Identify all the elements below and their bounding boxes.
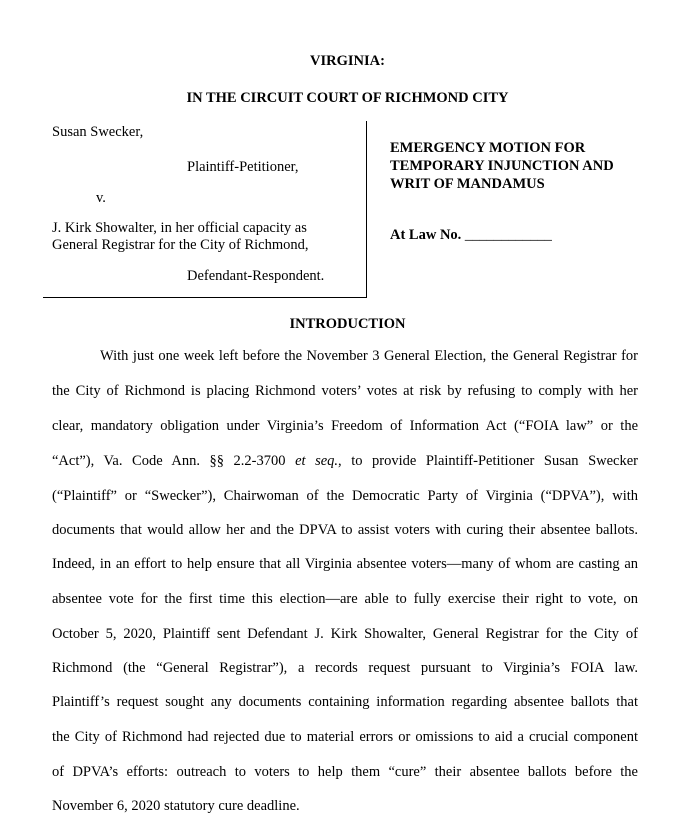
- body-line-7: Indeed, in an effort to help ensure that all Virginia absentee voters—many of whom are casting an: [52, 556, 638, 572]
- defendant-role: Defendant-Respondent.: [187, 268, 325, 284]
- caption-horizontal-rule: [43, 297, 367, 298]
- body-line-5: (“Plaintiff” or “Swecker”), Chairwoman of the Democratic Party of Virginia (“DPVA”), with: [52, 488, 638, 504]
- body-line-3: clear, mandatory obligation under Virginia’s Freedom of Information Act (“FOIA law” or the: [52, 418, 638, 434]
- defendant-line-1: J. Kirk Showalter, in her official capacity as: [52, 220, 307, 236]
- defendant-line-2: General Registrar for the City of Richmond,: [52, 237, 309, 253]
- body-line-10: Richmond (the “General Registrar”), a records request pursuant to Virginia’s FOIA law.: [52, 660, 638, 676]
- body-line-4: [52, 453, 638, 470]
- motion-title-line-1: EMERGENCY MOTION FOR: [390, 140, 586, 156]
- caption-vertical-rule: [366, 121, 367, 298]
- state-heading: VIRGINIA:: [310, 53, 385, 69]
- motion-title-line-3: WRIT OF MANDAMUS: [390, 176, 545, 192]
- versus: v.: [96, 190, 106, 206]
- body-line-2: the City of Richmond is placing Richmond voters’ votes at risk by refusing to comply with her: [52, 383, 638, 399]
- motion-title-line-2: TEMPORARY INJUNCTION AND: [390, 158, 614, 174]
- body-line-4b: , to provide Plaintiff-Petitioner Susan Swecker: [338, 453, 638, 469]
- body-line-4a: “Act”), Va. Code Ann. §§ 2.2-3700: [52, 453, 286, 469]
- case-number-blank: ____________: [464, 227, 552, 243]
- body-line-14: November 6, 2020 statutory cure deadline.: [52, 798, 300, 814]
- body-line-8: absentee vote for the first time this election—are able to fully exercise their right to vote, on: [52, 591, 638, 607]
- plaintiff-role: Plaintiff-Petitioner,: [187, 159, 299, 175]
- body-line-1: With just one week left before the November 3 General Election, the General Registrar for: [100, 348, 638, 364]
- case-number: [390, 227, 552, 244]
- body-line-13: of DPVA’s efforts: outreach to voters to help them “cure” their absentee ballots before the: [52, 764, 638, 780]
- et-seq-italic: et seq.: [295, 453, 339, 469]
- body-line-11: Plaintiff’s request sought any documents containing information regarding absentee ballots that: [52, 694, 638, 710]
- body-line-9: October 5, 2020, Plaintiff sent Defendant J. Kirk Showalter, General Registrar for the City of: [52, 626, 638, 642]
- body-line-6: documents that would allow her and the DPVA to assist voters with curing their absentee ballots.: [52, 522, 638, 538]
- body-line-12: the City of Richmond had rejected due to material errors or omissions to aid a crucial component: [52, 729, 638, 745]
- introduction-heading: INTRODUCTION: [289, 316, 406, 332]
- plaintiff-name: Susan Swecker,: [52, 124, 144, 140]
- case-number-label: At Law No.: [390, 227, 462, 243]
- court-heading: IN THE CIRCUIT COURT OF RICHMOND CITY: [186, 90, 509, 106]
